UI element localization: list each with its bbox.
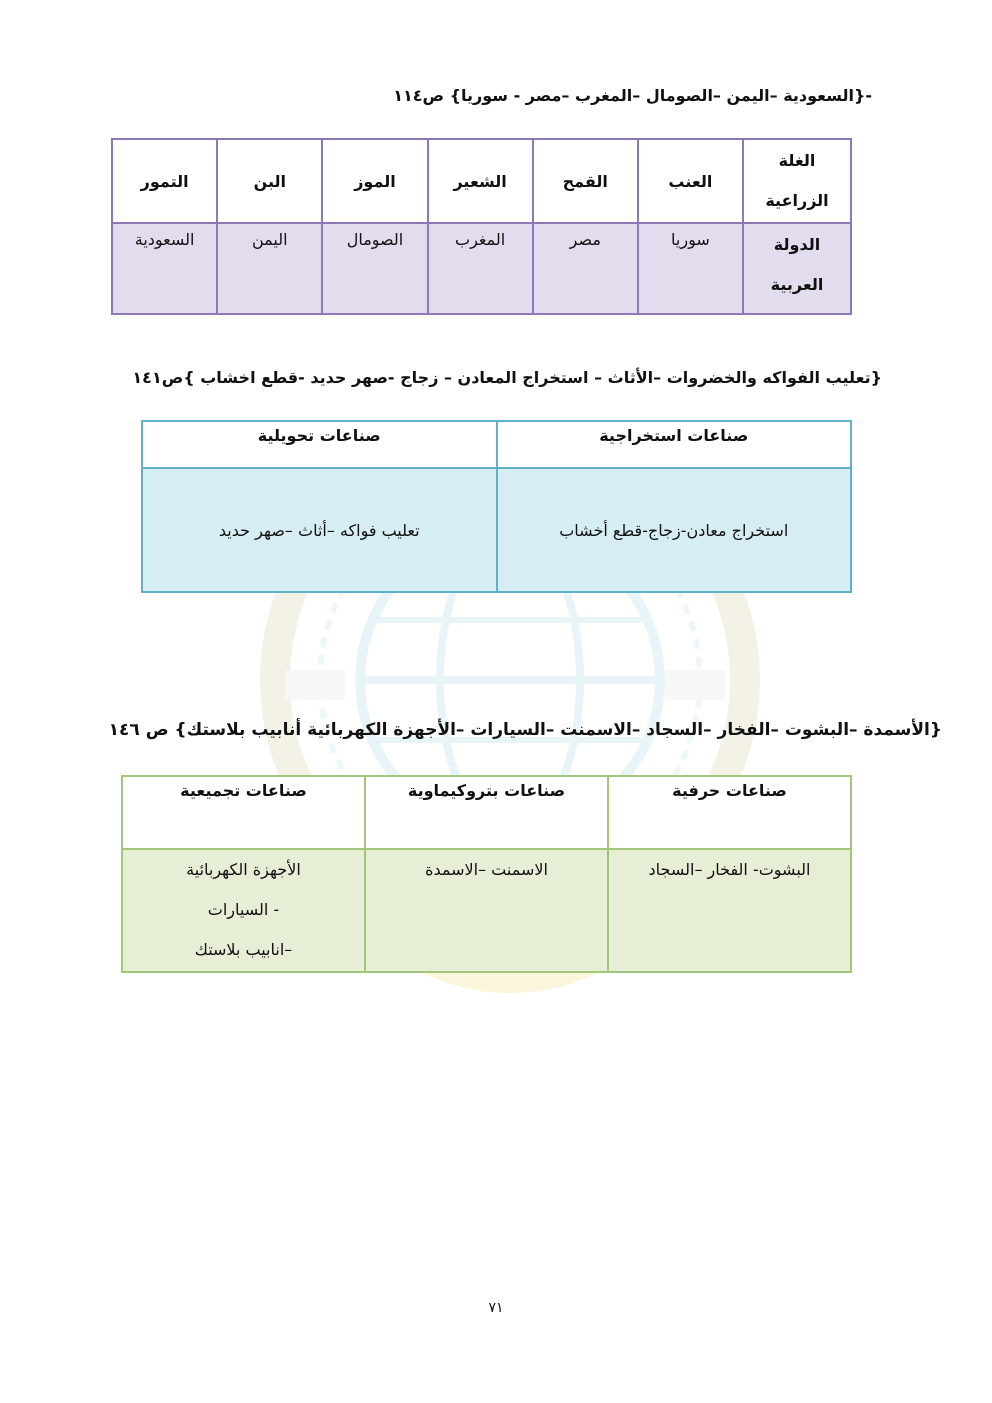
table-row bbox=[122, 776, 851, 849]
crop-cell: القمح bbox=[533, 139, 638, 223]
table-row bbox=[122, 849, 851, 972]
crop-cell: العنب bbox=[638, 139, 743, 223]
industries-table bbox=[141, 420, 852, 593]
header-assembly: صناعات تجميعية bbox=[122, 776, 365, 849]
heading-industry-types: {الأسمدة –البشوت –الفخار –السجاد –الاسمنت –السيارات –الأجهزة الكهربائية أنابيب بلاستك} ص ١٤٦ bbox=[108, 720, 942, 740]
country-label-cell: الدولة العربية bbox=[743, 223, 851, 314]
crop-cell: التمور bbox=[112, 139, 217, 223]
handicraft-cell: البشوت- الفخار –السجاد bbox=[608, 849, 851, 972]
country-cell: السعودية bbox=[112, 223, 217, 314]
crop-label-cell: الغلة الزراعية bbox=[743, 139, 851, 223]
crop-cell: الشعير bbox=[428, 139, 533, 223]
header-manufacturing: صناعات تحويلية bbox=[142, 421, 497, 468]
header-handicraft: صناعات حرفية bbox=[608, 776, 851, 849]
extractive-cell: استخراج معادن-زجاج-قطع أخشاب bbox=[497, 468, 852, 592]
header-petrochemical: صناعات بتروكيماوية bbox=[365, 776, 608, 849]
crops-countries-table bbox=[111, 138, 852, 315]
heading-saudi-yemen: -{السعودية –اليمن –الصومال –المغرب –مصر - سوريا} ص١١٤ bbox=[393, 86, 872, 105]
industry-types-table bbox=[121, 775, 852, 973]
country-cell: المغرب bbox=[428, 223, 533, 314]
petrochemical-cell: الاسمنت –الاسمدة bbox=[365, 849, 608, 972]
page-number: ٧١ bbox=[488, 1300, 504, 1316]
crop-cell: البن bbox=[217, 139, 322, 223]
country-cell: مصر bbox=[533, 223, 638, 314]
assembly-cell: الأجهزة الكهربائية - السيارات –انابيب بلاستك bbox=[122, 849, 365, 972]
table-row bbox=[142, 468, 851, 592]
crop-cell: الموز bbox=[322, 139, 427, 223]
heading-industries: {تعليب الفواكه والخضروات –الأثاث – استخراج المعادن – زجاج -صهر حديد -قطع اخشاب }ص١٤١ bbox=[132, 368, 882, 387]
country-cell: اليمن bbox=[217, 223, 322, 314]
country-cell: سوريا bbox=[638, 223, 743, 314]
country-cell: الصومال bbox=[322, 223, 427, 314]
header-extractive: صناعات استخراجية bbox=[497, 421, 852, 468]
table-row bbox=[112, 139, 851, 223]
manufacturing-cell: تعليب فواكه –أثاث –صهر حديد bbox=[142, 468, 497, 592]
table-row bbox=[112, 223, 851, 314]
table-row bbox=[142, 421, 851, 468]
